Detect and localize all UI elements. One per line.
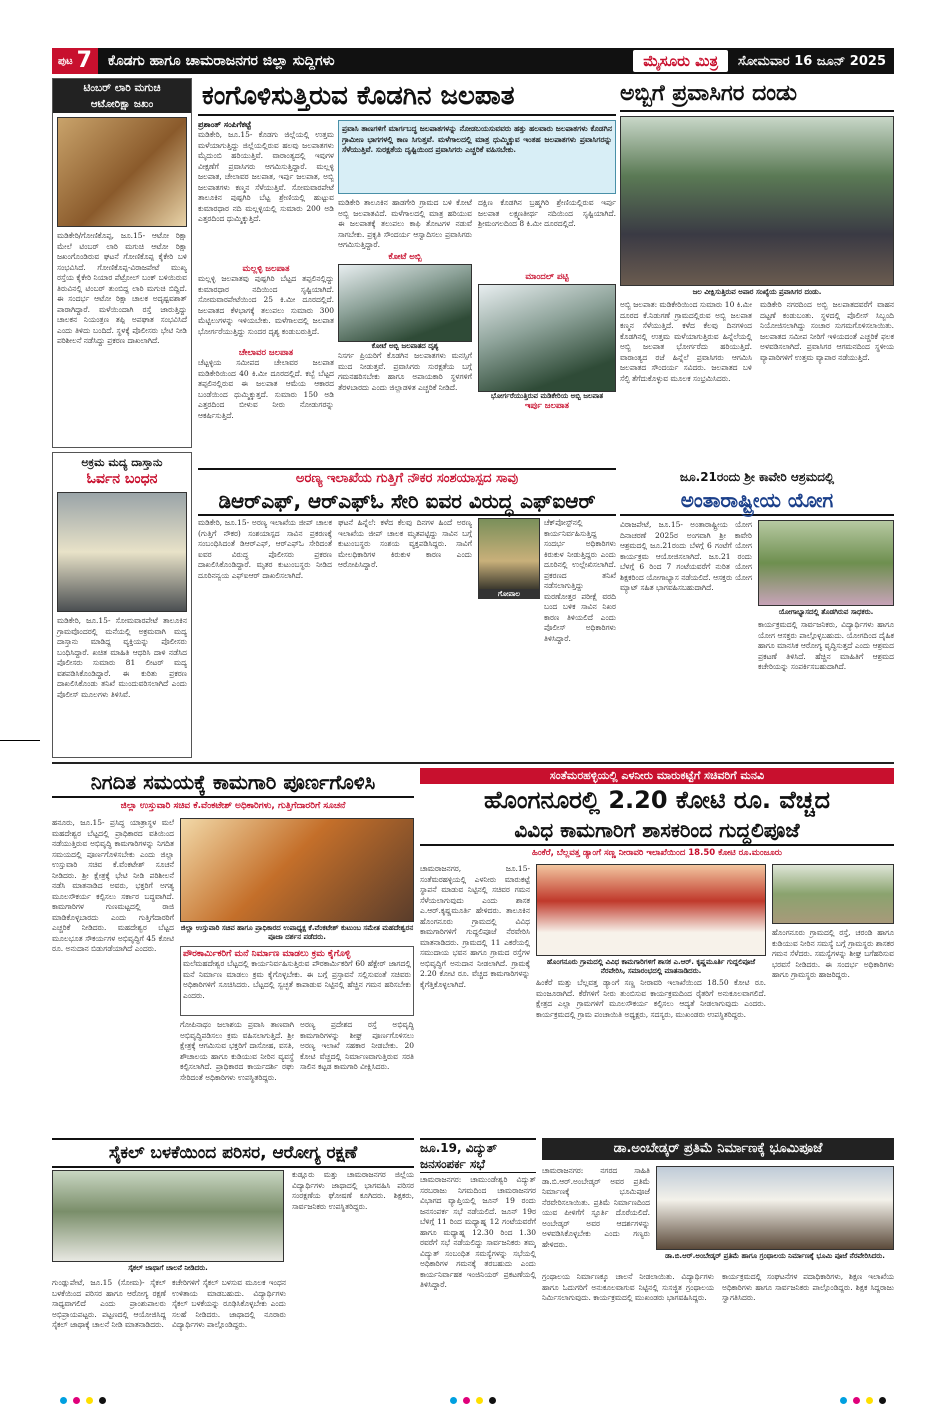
box-poura-text: ಮಲೆಮಹದೇಶ್ವರ ಬೆಟ್ಟದಲ್ಲಿ ಕಾರ್ಯನಿರ್ವಹಿಸುತ್ತಿರುವ ಪೌರಕಾರ್ಮಿಕರಿಗೆ 60 ಹೆಕ್ಟೇರ್ ಜಾಗದಲ್ಲಿ ಮನೆ ನಿರ್ಮಾಣ ಮಾಡಲು ಕ್ರಮ ಕೈಗೊಳ್ಳಬೇಕು. ಈ ಬಗ್ಗೆ ಪ್ರಸ್ತಾವನೆ ಸಲ್ಲಿಸುವಂತೆ ಸಚಿವರು ಅಧಿಕಾರಿಗಳಿಗೆ ಸೂಚಿಸಿದರು. ಬೆಟ್ಟದಲ್ಲಿ ಸ್ವಚ್ಛತೆ ಕಾಪಾಡುವ ನಿಟ್ಟಿನಲ್ಲಿ ಹೆಚ್ಚಿನ ಗಮನ ಹರಿಸಬೇಕು ಎಂದರು. — [183, 959, 411, 1000]
caption-abbi: ಜಲ ವೀಕ್ಷಿಸುತ್ತಿರುವ ಅಪಾರ ಸಂಖ್ಯೆಯ ಪ್ರವಾಸಿಗರ ದಂಡು. — [692, 288, 822, 296]
story-yoga — [620, 468, 894, 758]
photo-hongasanur-2 — [772, 864, 894, 924]
subhead-hongasanur: ಹಿಂಕೆರೆ, ಬೆಲ್ಲವತ್ತ ಡ್ಯಾಂಗೆ ಸಣ್ಣ ನೀರಾವರಿ ಇಲಾಖೆಯಿಂದ 18.50 ಕೋಟಿ ರೂ.ಮಂಜೂರು — [532, 848, 782, 858]
photo-koti-abbi — [338, 264, 472, 342]
story-lorry-body: ಮಡಿಕೇರಿ/ಗೋಣಿಕೊಪ್ಪ, ಜೂ.15- ಆಟೋ ರಿಕ್ಷಾ ಮೇಲೆ ಟಿಂಬರ್ ಲಾರಿ ಮಗುಚಿ ಆಟೋ ರಿಕ್ಷಾ ಜಖಂಗೊಂಡಿರುವ ಘಟನೆ ಗೋಣಿಕೊಪ್ಪ ಕೈಕೇರಿ ಬಳಿ ಸಂಭವಿಸಿದೆ. ಗೋಣಿಕೊಪ್ಪ-ವಿರಾಜಪೇಟೆ ಮುಖ್ಯ ರಸ್ತೆಯ ಕೈಕೇರಿ ನಿಯಾರ ಪೆಟ್ರೋಲ್ ಬಂಕ್ ಬಳಿಯಿರುವ ತಿರುವಿನಲ್ಲಿ ಟಿಂಬರ್ ತುಂಬಿದ್ದ ಲಾರಿ ಮಗುಚಿ ಬಿದ್ದಿದೆ. ಈ ಸಂದರ್ಭ ಆಟೋ ರಿಕ್ಷಾ ಚಾಲಕ ಅದೃಷ್ಟವಶಾತ್ ಪಾರಾಗಿದ್ದಾರೆ. ಮಳೆಯಿಂದಾಗಿ ರಸ್ತೆ ಜಾರುತ್ತಿದ್ದು ಚಾಲಕನ ನಿಯಂತ್ರಣ ತಪ್ಪಿ ಅಪಘಾತ ಸಂಭವಿಸಿದೆ ಎಂದು ತಿಳಿದು ಬಂದಿದೆ. ಸ್ಥಳಕ್ಕೆ ಪೊಲೀಸರು ಭೇಟಿ ನೀಡಿ ಪರಿಶೀಲನೆ ನಡೆಸಿದ್ದು ಪ್ರಕರಣ ದಾಖಲಾಗಿದೆ. — [57, 231, 187, 345]
power-body-text: ಚಾಮರಾಜನಗರ: ಚಾಮುಂಡೇಶ್ವರಿ ವಿದ್ಯುತ್ ಸರಬರಾಜು ನಿಗಮದಿಂದ ಚಾಮರಾಜನಗರ ವಿಭಾಗದ ವ್ಯಾಪ್ತಿಯಲ್ಲಿ ಜೂನ್ 19 ರಂದು ಜನಸಂಪರ್ಕ ಸಭೆ ನಡೆಯಲಿದೆ. ಜೂನ್ 19ರ ಬೆಳಿಗ್ಗೆ 11 ರಿಂದ ಮಧ್ಯಾಹ್ನ 12 ಗಂಟೆಯವರೆಗೆ ಹಾಗೂ ಮಧ್ಯಾಹ್ನ 12.30 ರಿಂದ 1.30 ರವರೆಗೆ ಸಭೆ ನಡೆಯಲಿದ್ದು ಸಾರ್ವಜನಿಕರು ತಮ್ಮ ವಿದ್ಯುತ್ ಸಂಬಂಧಿತ ಸಮಸ್ಯೆಗಳನ್ನು ಸಭೆಯಲ್ಲಿ ಅಧಿಕಾರಿಗಳ ಗಮನಕ್ಕೆ ತರಬಹುದು ಎಂದು ಕಾರ್ಯನಿರ್ವಾಹಕ ಇಂಜಿನಿಯರ್ ಪ್ರಕಟಣೆಯಲ್ಲಿ ತಿಳಿಸಿದ್ದಾರೆ. — [420, 1175, 536, 1289]
deadline-col2-text: ಗೋಪಿನಾಥಂ ಜಲಾಶಯ ಪ್ರವಾಸಿ ತಾಣವಾಗಿ ಅಭಿವೃದ್ಧಿಪಡಿಸಲು ಕ್ರಮ ವಹಿಸಲಾಗುತ್ತಿದೆ. ಶ್ರೀ ಕ್ಷೇತ್ರಕ್ಕೆ ಆಗಮಿಸುವ ಭಕ್ತರಿಗೆ ದಾಸೋಹ, ವಸತಿ, ಶೌಚಾಲಯ ಹಾಗೂ ಕುಡಿಯುವ ನೀರಿನ ವ್ಯವಸ್ಥೆ ಕಲ್ಪಿಸಲಾಗಿದೆ. ಪ್ರಾಧಿಕಾರದ ಕಾರ್ಯದರ್ಶಿ ರಘು ಸೇರಿದಂತೆ ಅಧಿಕಾರಿಗಳು ಉಪಸ್ಥಿತರಿದ್ದರು. — [180, 1020, 294, 1082]
abbi-col1-text: ಅಬ್ಬಿ ಜಲಪಾತ: ಮಡಿಕೇರಿಯಿಂದ ಸುಮಾರು 10 ಕಿ.ಮೀ ದೂರದ ಕೆ.ನಿಡುಗಣೆ ಗ್ರಾಮದಲ್ಲಿರುವ ಅಬ್ಬಿ ಜಲಪಾತ ಕಣ್ಮನ ಸೆಳೆಯುತ್ತಿದೆ. ಕಳೆದ ಕೆಲವು ದಿನಗಳಿಂದ ಕೊಡಗಿನಲ್ಲಿ ಉತ್ತಮ ಮಳೆಯಾಗುತ್ತಿರುವ ಹಿನ್ನೆಲೆಯಲ್ಲಿ ಅಬ್ಬಿ ಜಲಪಾತ ಭೋರ್ಗರೆದು ಹರಿಯುತ್ತಿದೆ. ವಾರಾಂತ್ಯದ ರಜೆ ಹಿನ್ನೆಲೆ ಪ್ರವಾಸಿಗರು ಆಗಮಿಸಿ ಜಲಪಾತದ ಸೌಂದರ್ಯ ಸವಿದರು. ಜಲಪಾತದ ಬಳಿ ಸೆಲ್ಫಿ ತೆಗೆದುಕೊಳ್ಳುವ ಮೂಲಕ ಸಂಭ್ರಮಿಸಿದರು. — [620, 300, 752, 383]
photo-deadline-pooja — [180, 818, 414, 922]
newspaper-page — [52, 48, 894, 1378]
forest-col1-text: ಮಡಿಕೇರಿ, ಜೂ.15- ಅರಣ್ಯ ಇಲಾಖೆಯ ಜೀಪ್ ಚಾಲಕ (ಗುತ್ತಿಗೆ ನೌಕರ) ಸಂಶಯಾಸ್ಪದ ಸಾವಿನ ಪ್ರಕರಣಕ್ಕೆ ಸಂಬಂಧಿಸಿದಂತೆ ಡಿಆರ್‌ಎಫ್, ಆರ್‌ಎಫ್‌ಓ ಸೇರಿದಂತೆ ಐವರ ವಿರುದ್ಧ ಪೊಲೀಸರು ಪ್ರಕರಣ ದಾಖಲಿಸಿಕೊಂಡಿದ್ದಾರೆ. ಮೃತರ ಕುಟುಂಬಸ್ಥರು ನೀಡಿದ ದೂರಿನನ್ವಯ ಎಫ್‌ಐಆರ್ ದಾಖಲಿಸಲಾಗಿದೆ. — [198, 518, 332, 580]
headline-lorry-2: ಆಟೋರಿಕ್ಷಾ ಜಖಂ — [53, 97, 191, 113]
byline-waterfall: ಪ್ರಶಾಂತ್ ಸಂಪಿಗೆಕಟ್ಟೆ — [198, 120, 252, 129]
story-lorry — [52, 78, 192, 448]
cycle-col1-text: ಗುಂಡ್ಲುಪೇಟೆ, ಜೂ.15 (ಸೋಮ)- ಸೈಕಲ್ ಬಳಕೆಯಿಂದ ಪರಿಸರ ಹಾಗೂ ಆರೋಗ್ಯ ರಕ್ಷಣೆ ಸಾಧ್ಯವಾಗಲಿದೆ ಎಂದು ಪ್ರಾಂಶುಪಾಲರು ಅಭಿಪ್ರಾಯಪಟ್ಟರು. ಪಟ್ಟಣದಲ್ಲಿ ಆಯೋಜಿಸಿದ್ದ ಸೈಕಲ್ ಜಾಥಾಕ್ಕೆ ಚಾಲನೆ ನೀಡಿ ಮಾತನಾಡಿದರು. — [52, 1278, 166, 1329]
subhead-deadline: ಜಿಲ್ಲಾ ಉಸ್ತುವಾರಿ ಸಚಿವ ಕೆ.ವೆಂಕಟೇಶ್ ಅಧಿಕಾರಿಗಳು, ಗುತ್ತಿಗೆದಾರರಿಗೆ ಸೂಚನೆ — [120, 801, 346, 811]
caption-deadline: ಜಿಲ್ಲಾ ಉಸ್ತುವಾರಿ ಸಚಿವ ಹಾಗೂ ಪ್ರಾಧಿಕಾರದ ಉಪಾಧ್ಯಕ್ಷ ಕೆ.ವೆಂಕಟೇಶ್ ಕುಟುಂಬ ಸಮೇತ ಮಹದೇಶ್ವರನ ಪೂಜಾ ದರ್ಶನ ಪಡೆದರು. — [180, 924, 414, 941]
headline-lorry-1: ಟಿಂಬರ್ ಲಾರಿ ಮಗುಚಿ — [53, 79, 191, 97]
waterfall-col2-text: ಮಲ್ಲಳ್ಳಿ ಜಲಪಾತವು ಪುಷ್ಪಗಿರಿ ಬೆಟ್ಟದ ತಪ್ಪಲಿನಲ್ಲಿದ್ದು ಕುಮಾರಧಾರ ನದಿಯಿಂದ ಸೃಷ್ಟಿಯಾಗಿದೆ. ಸೋಮವಾರಪೇಟೆಯಿಂದ 25 ಕಿ.ಮೀ ದೂರದಲ್ಲಿದೆ. ಜಲಪಾತದ ಕೆಳಭಾಗಕ್ಕೆ ತಲುಪಲು ಸುಮಾರು 300 ಮೆಟ್ಟಿಲುಗಳನ್ನು ಇಳಿಯಬೇಕು. ಮಳೆಗಾಲದಲ್ಲಿ ಜಲಪಾತ ಭೋರ್ಗರೆಯುತ್ತಿದ್ದು ಸುಂದರ ದೃಶ್ಯ ಕಂಡುಬರುತ್ತಿದೆ. — [198, 274, 334, 336]
waterfall-info-box — [338, 120, 616, 194]
subhead-mallalli: ಮಲ್ಲಳ್ಳಿ ಜಲಪಾತ — [242, 264, 290, 274]
kicker-hongasanur: ಸಂತೆಮರಹಳ್ಳಿಯಲ್ಲಿ ಎಳನೀರು ಮಾರುಕಟ್ಟೆಗೆ ಸಚಿವರಿಗೆ ಮನವಿ — [420, 768, 894, 784]
caption-cycle: ಸೈಕಲ್ ಜಾಥಾಗೆ ಚಾಲನೆ ನೀಡಿದರು. — [128, 1264, 208, 1272]
color-bar-center — [450, 1397, 496, 1404]
headline-arrest-1: ಅಕ್ರಮ ಮದ್ಯ ದಾಸ್ತಾನು — [53, 453, 191, 470]
photo-cycle-rally — [52, 1170, 284, 1262]
caption-hongasanur: ಹೊಂಗನೂರು ಗ್ರಾಮದಲ್ಲಿ ವಿವಿಧ ಕಾಮಗಾರಿಗಳಿಗೆ ಶಾಸಕ ಎ.ಆರ್. ಕೃಷ್ಣಮೂರ್ತಿ ಗುದ್ದಲಿಪೂಜೆ ನೆರವೇರಿಸಿ, ಸಮಾರಂಭದಲ್ಲಿ ಮಾತನಾಡಿದರು. — [546, 958, 756, 975]
subhead-chelavara: ಚೇಲಾವರ ಜಲಪಾತ — [238, 348, 294, 358]
waterfall-col3-text: ಚೆಟ್ಟಳ್ಳಿಯ ಸಮೀಪದ ಚೇಲಾವರ ಜಲಪಾತ ಮಡಿಕೇರಿಯಿಂದ 40 ಕಿ.ಮೀ ದೂರದಲ್ಲಿದೆ. ಕಬ್ಬೆ ಬೆಟ್ಟದ ತಪ್ಪಲಿನಲ್ಲಿರುವ ಈ ಜಲಪಾತ ಆಮೆಯ ಆಕಾರದ ಬಂಡೆಯಿಂದ ಧುಮ್ಮಿಕ್ಕುತ್ತದೆ. ಸುಮಾರು 150 ಅಡಿ ಎತ್ತರದಿಂದ ಬೀಳುವ ನೀರು ನೋಡುಗರನ್ನು ಆಕರ್ಷಿಸುತ್ತಿದೆ. — [198, 358, 334, 420]
subhead-mandal: ಮಾಂದಲ್ ಪಟ್ಟಿ — [525, 272, 569, 282]
hongasanur-col2-text: ಹಿಂಕೆರೆ ಮತ್ತು ಬೆಲ್ಲವತ್ತ ಡ್ಯಾಂಗೆ ಸಣ್ಣ ನೀರಾವರಿ ಇಲಾಖೆಯಿಂದ 18.50 ಕೋಟಿ ರೂ. ಮಂಜೂರಾಗಿದೆ. ಕೆರೆಗಳಿಗೆ ನೀರು ತುಂಬಿಸುವ ಕಾರ್ಯಕ್ರಮದಿಂದ ರೈತರಿಗೆ ಅನುಕೂಲವಾಗಲಿದೆ. ಕ್ಷೇತ್ರದ ಎಲ್ಲಾ ಗ್ರಾಮಗಳಿಗೆ ಮೂಲಸೌಕರ್ಯ ಕಲ್ಪಿಸಲು ಆದ್ಯತೆ ನೀಡಲಾಗುವುದು ಎಂದರು. ಕಾರ್ಯಕ್ರಮದಲ್ಲಿ ಗ್ರಾಮ ಪಂಚಾಯಿತಿ ಅಧ್ಯಕ್ಷರು, ಸದಸ್ಯರು, ಮುಖಂಡರು ಉಪಸ್ಥಿತರಿದ್ದರು. — [536, 978, 766, 1019]
forest-col2-text: ಘಟನೆ ಹಿನ್ನೆಲೆ: ಕಳೆದ ಕೆಲವು ದಿನಗಳ ಹಿಂದೆ ಅರಣ್ಯ ಇಲಾಖೆಯ ಜೀಪ್ ಚಾಲಕ ಮೃತಪಟ್ಟಿದ್ದು ಸಾವಿನ ಬಗ್ಗೆ ಕುಟುಂಬಸ್ಥರು ಸಂಶಯ ವ್ಯಕ್ತಪಡಿಸಿದ್ದರು. ಸಾವಿಗೆ ಮೇಲಧಿಕಾರಿಗಳ ಕಿರುಕುಳ ಕಾರಣ ಎಂದು ಆರೋಪಿಸಿದ್ದಾರೆ. — [338, 518, 472, 569]
hongasanur-col1-text: ಚಾಮರಾಜನಗರ, ಜೂ.15- ಸಂತೆಮರಹಳ್ಳಿಯಲ್ಲಿ ಎಳನೀರು ಮಾರುಕಟ್ಟೆ ಸ್ಥಾಪನೆ ಮಾಡುವ ನಿಟ್ಟಿನಲ್ಲಿ ಸಚಿವರ ಗಮನ ಸೆಳೆಯಲಾಗುವುದು ಎಂದು ಶಾಸಕ ಎ.ಆರ್.ಕೃಷ್ಣಮೂರ್ತಿ ಹೇಳಿದರು. ತಾಲೂಕಿನ ಹೊಂಗನೂರು ಗ್ರಾಮದಲ್ಲಿ ವಿವಿಧ ಕಾಮಗಾರಿಗಳಿಗೆ ಗುದ್ದಲಿಪೂಜೆ ನೆರವೇರಿಸಿ ಮಾತನಾಡಿದರು. ಗ್ರಾಮದಲ್ಲಿ 11 ಎಕರೆಯಲ್ಲಿ ಸಮುದಾಯ ಭವನ ಹಾಗೂ ಗ್ರಾಮದ ರಸ್ತೆಗಳ ಅಭಿವೃದ್ಧಿಗೆ ಅನುದಾನ ನೀಡಲಾಗಿದೆ. ಗ್ರಾಮಕ್ಕೆ 2.20 ಕೋಟಿ ರೂ. ವೆಚ್ಚದ ಕಾಮಗಾರಿಗಳನ್ನು ಕೈಗೆತ್ತಿಕೊಳ್ಳಲಾಗಿದೆ. — [420, 864, 530, 989]
yoga-col1-text: ವಿರಾಜಪೇಟೆ, ಜೂ.15- ಅಂತಾರಾಷ್ಟ್ರೀಯ ಯೋಗ ದಿನಾಚರಣೆ 2025ರ ಅಂಗವಾಗಿ ಶ್ರೀ ಕಾವೇರಿ ಆಶ್ರಮದಲ್ಲಿ ಜೂ.21ರಂದು ಬೆಳಗ್ಗೆ 6 ಗಂಟೆಗೆ ಯೋಗ ಕಾರ್ಯಕ್ರಮ ಆಯೋಜಿಸಲಾಗಿದೆ. ಜೂ.21 ರಂದು ಬೆಳಗ್ಗೆ 6 ರಿಂದ 7 ಗಂಟೆಯವರೆಗೆ ನುರಿತ ಯೋಗ ಶಿಕ್ಷಕರಿಂದ ಯೋಗಾಭ್ಯಾಸ ನಡೆಯಲಿದೆ. ಆಸಕ್ತರು ಯೋಗ ಮ್ಯಾಟ್ ಸಹಿತ ಭಾಗವಹಿಸಬಹುದಾಗಿದೆ. — [620, 520, 752, 592]
ambedkar-col3-text: ಕಾರ್ಯಕ್ರಮದಲ್ಲಿ ಸಂಘಟನೆಗಳ ಪದಾಧಿಕಾರಿಗಳು, ಶಿಕ್ಷಣ ಇಲಾಖೆಯ ಅಧಿಕಾರಿಗಳು ಹಾಗೂ ಸಾರ್ವಜನಿಕರು ಪಾಲ್ಗೊಂಡಿದ್ದರು. ಶಿಕ್ಷಕ ಸಿದ್ದರಾಜು ಸ್ವಾಗತಿಸಿದರು. — [722, 1272, 894, 1302]
story-forest — [198, 468, 616, 758]
story-power — [420, 1138, 536, 1376]
photo-abbi-crowd — [620, 116, 894, 286]
photo-ambedkar — [656, 1166, 894, 1250]
waterfall-col-2 — [338, 198, 472, 445]
newspaper-logo: ಮೈಸೂರು ಮಿತ್ರ — [633, 50, 728, 72]
headline-forest-1: ಅರಣ್ಯ ಇಲಾಖೆಯ ಗುತ್ತಿಗೆ ನೌಕರ ಸಂಶಯಾಸ್ಪದ ಸಾವು — [198, 468, 616, 488]
headline-power-1: ಜೂ.19, ವಿದ್ಯುತ್ — [420, 1138, 536, 1156]
waterfall-col4-text: ಮಡಿಕೇರಿ ತಾಲೂಕಿನ ಹಾಡಗೇರಿ ಗ್ರಾಮದ ಬಳಿ ಕೋಟೆ ಅಬ್ಬಿ ಜಲಪಾತವಿದೆ. ಮಳೆಗಾಲದಲ್ಲಿ ಮಾತ್ರ ಹರಿಯುವ ಈ ಜಲಪಾತಕ್ಕೆ ತಲುಪಲು ಕಾಫಿ ತೋಟಗಳ ನಡುವೆ ಸಾಗಬೇಕು. ಪ್ರಕೃತಿ ಸೌಂದರ್ಯ ಆಸ್ವಾದಿಸಲು ಪ್ರವಾಸಿಗರು ಆಗಮಿಸುತ್ತಿದ್ದಾರೆ. — [338, 198, 472, 249]
section-title: ಕೊಡಗು ಹಾಗೂ ಚಾಮರಾಜನಗರ ಜಿಲ್ಲಾ ಸುದ್ದಿಗಳು — [107, 53, 335, 69]
story-deadline — [52, 768, 414, 1132]
headline-waterfall: ಕಂಗೊಳಿಸುತ್ತಿರುವ ಕೊಡಗಿನ ಜಲಪಾತ — [198, 78, 616, 116]
hongasanur-col3-text: ಹೊಂಗನೂರು ಗ್ರಾಮದಲ್ಲಿ ರಸ್ತೆ, ಚರಂಡಿ ಹಾಗೂ ಕುಡಿಯುವ ನೀರಿನ ಸಮಸ್ಯೆ ಬಗ್ಗೆ ಗ್ರಾಮಸ್ಥರು ಶಾಸಕರ ಗಮನ ಸೆಳೆದರು. ಸಮಸ್ಯೆಗಳನ್ನು ಶೀಘ್ರ ಬಗೆಹರಿಸುವ ಭರವಸೆ ನೀಡಿದರು. ಈ ಸಂದರ್ಭ ಅಧಿಕಾರಿಗಳು ಹಾಗೂ ಗ್ರಾಮಸ್ಥರು ಹಾಜರಿದ್ದರು. — [772, 928, 894, 979]
kicker-yoga: ಜೂ.21ರಂದು ಶ್ರೀ ಕಾವೇರಿ ಆಶ್ರಮದಲ್ಲಿ — [620, 468, 894, 486]
deadline-col1-text: ಹನೂರು, ಜೂ.15- ಪ್ರಸಿದ್ಧ ಯಾತ್ರಾಸ್ಥಳ ಮಲೆ ಮಹದೇಶ್ವರ ಬೆಟ್ಟದಲ್ಲಿ ಪ್ರಾಧಿಕಾರದ ವತಿಯಿಂದ ನಡೆಯುತ್ತಿರುವ ಅಭಿವೃದ್ಧಿ ಕಾಮಗಾರಿಗಳನ್ನು ನಿಗದಿತ ಸಮಯದಲ್ಲಿ ಪೂರ್ಣಗೊಳಿಸಬೇಕು ಎಂದು ಜಿಲ್ಲಾ ಉಸ್ತುವಾರಿ ಸಚಿವ ಕೆ.ವೆಂಕಟೇಶ್ ಸೂಚನೆ ನೀಡಿದರು. ಶ್ರೀ ಕ್ಷೇತ್ರಕ್ಕೆ ಭೇಟಿ ನೀಡಿ ಪರಿಶೀಲನೆ ನಡೆಸಿ ಮಾತನಾಡಿದ ಅವರು, ಭಕ್ತರಿಗೆ ಅಗತ್ಯ ಮೂಲಸೌಕರ್ಯ ಕಲ್ಪಿಸಲು ಸರ್ಕಾರ ಬದ್ಧವಾಗಿದೆ. ಕಾಮಗಾರಿಗಳ ಗುಣಮಟ್ಟದಲ್ಲಿ ರಾಜಿ ಮಾಡಿಕೊಳ್ಳಬಾರದು ಎಂದು ಗುತ್ತಿಗೆದಾರರಿಗೆ ಎಚ್ಚರಿಕೆ ನೀಡಿದರು. ಮಹದೇಶ್ವರ ಬೆಟ್ಟದ ಮೂಲಭೂತ ಸೌಕರ್ಯಗಳ ಅಭಿವೃದ್ಧಿಗೆ 45 ಕೋಟಿ ರೂ. ಅನುದಾನ ಬಿಡುಗಡೆಯಾಗಿದೆ ಎಂದರು. — [52, 818, 174, 953]
caption-koti-abbi: ಕೋಟೆ ಅಬ್ಬಿ ಜಲಪಾತದ ದೃಶ್ಯ — [371, 342, 439, 350]
photo-lorry-accident — [57, 117, 187, 227]
subhead-koti: ಕೋಟೆ ಅಬ್ಬಿ — [388, 252, 422, 262]
photo-gopala — [478, 518, 540, 590]
masthead — [52, 48, 894, 74]
page-number-tag — [52, 48, 98, 74]
horizontal-divider — [52, 762, 894, 764]
page-label: ಪುಟ — [58, 55, 73, 67]
photo-arrest — [57, 492, 187, 612]
photo-name-gopala: ಗೋಪಾಲ — [478, 590, 540, 599]
headline-abbi: ಅಬ್ಬಿಗೆ ಪ್ರವಾಸಿಗರ ದಂಡು — [620, 78, 894, 112]
story-arrest-body: ಮಡಿಕೇರಿ, ಜೂ.15- ಸೋಮವಾರಪೇಟೆ ತಾಲೂಕಿನ ಗ್ರಾಮವೊಂದರಲ್ಲಿ ಮನೆಯಲ್ಲಿ ಅಕ್ರಮವಾಗಿ ಮದ್ಯ ದಾಸ್ತಾನು ಮಾಡಿದ್ದ ವ್ಯಕ್ತಿಯನ್ನು ಪೊಲೀಸರು ಬಂಧಿಸಿದ್ದಾರೆ. ಖಚಿತ ಮಾಹಿತಿ ಆಧರಿಸಿ ದಾಳಿ ನಡೆಸಿದ ಪೊಲೀಸರು ಸುಮಾರು 81 ಲೀಟರ್ ಮದ್ಯ ವಶಪಡಿಸಿಕೊಂಡಿದ್ದಾರೆ. ಈ ಕುರಿತು ಪ್ರಕರಣ ದಾಖಲಿಸಿಕೊಂಡು ತನಿಖೆ ಮುಂದುವರಿಸಲಾಗಿದೆ ಎಂದು ಪೊಲೀಸ್ ಮೂಲಗಳು ತಿಳಿಸಿವೆ. — [57, 616, 187, 699]
cycle-col2-text: ಕಚೇರಿಗಳಿಗೆ ಸೈಕಲ್ ಬಳಸುವ ಮೂಲಕ ಇಂಧನ ಉಳಿತಾಯ ಮಾಡಬಹುದು. ವಿದ್ಯಾರ್ಥಿಗಳು ಸೈಕಲ್ ಬಳಕೆಯನ್ನು ರೂಢಿಸಿಕೊಳ್ಳಬೇಕು ಎಂದು ಸಲಹೆ ನೀಡಿದರು. ಜಾಥಾದಲ್ಲಿ ನೂರಾರು ವಿದ್ಯಾರ್ಥಿಗಳು ಪಾಲ್ಗೊಂಡಿದ್ದರು. — [172, 1278, 286, 1329]
story-ambedkar — [542, 1138, 894, 1376]
story-cycle — [52, 1138, 414, 1376]
headline-ambedkar: ಡಾ.ಅಂಬೇಡ್ಕರ್ ಪ್ರತಿಮೆ ನಿರ್ಮಾಣಕ್ಕೆ ಭೂಮಿಪೂಜೆ — [542, 1138, 894, 1160]
color-bar-left — [60, 1397, 106, 1404]
forest-col3-text: ಚೆಕ್‌ಪೋಸ್ಟ್‌ನಲ್ಲಿ ಕಾರ್ಯನಿರ್ವಹಿಸುತ್ತಿದ್ದ ಸಂದರ್ಭ ಅಧಿಕಾರಿಗಳು ಕಿರುಕುಳ ನೀಡುತ್ತಿದ್ದರು ಎಂದು ದೂರಿನಲ್ಲಿ ಉಲ್ಲೇಖಿಸಲಾಗಿದೆ. ಪ್ರಕರಣದ ತನಿಖೆ ನಡೆಸಲಾಗುತ್ತಿದ್ದು ಮರಣೋತ್ತರ ಪರೀಕ್ಷೆ ವರದಿ ಬಂದ ಬಳಿಕ ಸಾವಿನ ನಿಖರ ಕಾರಣ ತಿಳಿಯಲಿದೆ ಎಂದು ಪೊಲೀಸ್ ಅಧಿಕಾರಿಗಳು ತಿಳಿಸಿದ್ದಾರೆ. — [544, 518, 616, 643]
headline-hongasanur-2: ವಿವಿಧ ಕಾಮಗಾರಿಗೆ ಶಾಸಕರಿಂದ ಗುದ್ದಲಿಪೂಜೆ — [420, 816, 894, 846]
photo-hongasanur — [536, 864, 766, 956]
waterfall-col1-text: ಮಡಿಕೇರಿ, ಜೂ.15- ಕೊಡಗು ಜಿಲ್ಲೆಯಲ್ಲಿ ಉತ್ತಮ ಮಳೆಯಾಗುತ್ತಿದ್ದು ಜಿಲ್ಲೆಯಲ್ಲಿರುವ ಹಲವು ಜಲಪಾತಗಳು ಮೈದುಂಬಿ ಹರಿಯುತ್ತಿವೆ. ವಾರಾಂತ್ಯದಲ್ಲಿ ಇವುಗಳ ವೀಕ್ಷಣೆಗೆ ಪ್ರವಾಸಿಗರು ಆಗಮಿಸುತ್ತಿದ್ದಾರೆ. ಮಲ್ಲಳ್ಳಿ ಜಲಪಾತ, ಚೇಲಾವರ ಜಲಪಾತ, ಇರ್ಪು ಜಲಪಾತ, ಅಬ್ಬಿ ಜಲಪಾತಗಳು ಕಣ್ಮನ ಸೆಳೆಯುತ್ತಿವೆ. ಸೋಮವಾರಪೇಟೆ ತಾಲೂಕಿನ ಪುಷ್ಪಗಿರಿ ಬೆಟ್ಟ ಶ್ರೇಣಿಯಲ್ಲಿ ಹುಟ್ಟುವ ಕುಮಾರಧಾರ ನದಿ ಮಲ್ಲಳ್ಳಿಯಲ್ಲಿ ಸುಮಾರು 200 ಅಡಿ ಎತ್ತರದಿಂದ ಧುಮ್ಮಿಕ್ಕುತ್ತಿದೆ. — [198, 130, 334, 223]
deadline-col3-text: ಅರಣ್ಯ ಪ್ರದೇಶದ ರಸ್ತೆ ಅಭಿವೃದ್ಧಿ ಕಾಮಗಾರಿಗಳನ್ನು ಶೀಘ್ರ ಪೂರ್ಣಗೊಳಿಸಲು ಅರಣ್ಯ ಇಲಾಖೆ ಸಹಕಾರ ನೀಡಬೇಕು. 20 ಕೋಟಿ ವೆಚ್ಚದಲ್ಲಿ ನಿರ್ಮಾಣವಾಗುತ್ತಿರುವ ಸರತಿ ಸಾಲಿನ ಕಟ್ಟಡ ಕಾಮಗಾರಿ ವೀಕ್ಷಿಸಿದರು. — [300, 1020, 414, 1071]
waterfall-col5-text: ನಿಸರ್ಗ ಪ್ರಿಯರಿಗೆ ಕೊಡಗಿನ ಜಲಪಾತಗಳು ಮನಸ್ಸಿಗೆ ಮುದ ನೀಡುತ್ತವೆ. ಪ್ರವಾಸಿಗರು ಸುರಕ್ಷತೆಯ ಬಗ್ಗೆ ಗಮನಹರಿಸಬೇಕು ಹಾಗೂ ಅಪಾಯಕಾರಿ ಸ್ಥಳಗಳಿಗೆ ತೆರಳಬಾರದು ಎಂದು ಜಿಲ್ಲಾಡಳಿತ ಎಚ್ಚರಿಕೆ ನೀಡಿದೆ. — [338, 351, 472, 392]
yoga-col2-text: ಕಾರ್ಯಕ್ರಮದಲ್ಲಿ ಸಾರ್ವಜನಿಕರು, ವಿದ್ಯಾರ್ಥಿಗಳು ಹಾಗೂ ಯೋಗ ಆಸಕ್ತರು ಪಾಲ್ಗೊಳ್ಳಬಹುದು. ಯೋಗದಿಂದ ದೈಹಿಕ ಹಾಗೂ ಮಾನಸಿಕ ಆರೋಗ್ಯ ವೃದ್ಧಿಸುತ್ತದೆ ಎಂದು ಆಶ್ರಮದ ಪ್ರಕಟಣೆ ತಿಳಿಸಿದೆ. ಹೆಚ್ಚಿನ ಮಾಹಿತಿಗೆ ಆಶ್ರಮದ ಕಚೇರಿಯನ್ನು ಸಂಪರ್ಕಿಸಬಹುದಾಗಿದೆ. — [758, 620, 894, 671]
headline-yoga: ಅಂತಾರಾಷ್ಟ್ರೀಯ ಯೋಗ — [620, 486, 894, 516]
cycle-col3-text: ಕುಡ್ಲೂರು ಮತ್ತು ಚಾಮರಾಜನಗರ ಜಿಲ್ಲೆಯ ವಿದ್ಯಾರ್ಥಿಗಳು ಜಾಥಾದಲ್ಲಿ ಭಾಗವಹಿಸಿ ಪರಿಸರ ಸಂರಕ್ಷಣೆಯ ಘೋಷಣೆ ಕೂಗಿದರು. ಶಿಕ್ಷಕರು, ಸಾರ್ವಜನಿಕರು ಉಪಸ್ಥಿತರಿದ್ದರು. — [292, 1170, 414, 1211]
registration-mark — [0, 740, 40, 741]
color-bar-right — [840, 1397, 886, 1404]
caption-mandalpatti: ಭೋರ್ಗರೆಯುತ್ತಿರುವ ಮಡಿಕೇರಿಯ ಅಬ್ಬಿ ಜಲಪಾತ — [490, 392, 604, 400]
waterfall-info-text: ಪ್ರವಾಸಿ ತಾಣಗಳಿಗೆ ಮಾರ್ಗಬದ್ಧ ಜಲಪಾತಗಳನ್ನು ನೋಡಬಯಸುವವರು ಹತ್ತು ಹಲವಾರು ಜಲಪಾತಗಳು ಕೊಡಗಿನ ಗ್ರಾಮೀಣ ಭಾಗಗಳಲ್ಲಿ ಕಾಣ ಸಿಗುತ್ತವೆ. ಮಳೆಗಾಲದಲ್ಲಿ ಮಾತ್ರ ಧುಮ್ಮಿಕ್ಕುವ ಇಂತಹ ಜಲಪಾತಗಳು ಪ್ರವಾಸಿಗರನ್ನು ಸೆಳೆಯುತ್ತಿವೆ. ಸುರಕ್ಷತೆಯ ದೃಷ್ಟಿಯಿಂದ ಪ್ರವಾಸಿಗರು ಎಚ್ಚರಿಕೆ ವಹಿಸಬೇಕು. — [342, 124, 612, 154]
box-poura-karmika — [180, 946, 414, 1016]
photo-yoga — [758, 520, 894, 606]
story-hongasanur — [420, 768, 894, 1132]
waterfall-col6-text: ದಕ್ಷಿಣ ಕೊಡಗಿನ ಬ್ರಹ್ಮಗಿರಿ ಶ್ರೇಣಿಯಲ್ಲಿರುವ ಇರ್ಪು ಜಲಪಾತ ಲಕ್ಷ್ಮಣತೀರ್ಥ ನದಿಯಿಂದ ಸೃಷ್ಟಿಯಾಗಿದೆ. ಶ್ರೀಮಂಗಲದಿಂದ 8 ಕಿ.ಮೀ ದೂರದಲ್ಲಿದೆ. — [478, 198, 616, 228]
page-number: 7 — [76, 48, 92, 73]
subhead-irpu: ಇರ್ಪು ಜಲಪಾತ — [525, 401, 569, 411]
abbi-col2-text: ಮಡಿಕೇರಿ ನಗರದಿಂದ ಅಬ್ಬಿ ಜಲಪಾತದವರೆಗೆ ವಾಹನ ದಟ್ಟಣೆ ಕಂಡುಬಂತು. ಸ್ಥಳದಲ್ಲಿ ಪೊಲೀಸ್ ಸಿಬ್ಬಂದಿ ನಿಯೋಜಿಸಲಾಗಿದ್ದು ಸಂಚಾರ ಸುಗಮಗೊಳಿಸಲಾಯಿತು. ಜಲಪಾತದ ಸಮೀಪ ನೀರಿಗೆ ಇಳಿಯದಂತೆ ಎಚ್ಚರಿಕೆ ಫಲಕ ಅಳವಡಿಸಲಾಗಿದೆ. ಪ್ರವಾಸಿಗರ ಆಗಮನದಿಂದ ಸ್ಥಳೀಯ ವ್ಯಾಪಾರಿಗಳಿಗೆ ಉತ್ತಮ ವ್ಯಾಪಾರ ನಡೆಯುತ್ತಿದೆ. — [760, 300, 894, 362]
headline-deadline: ನಿಗದಿತ ಸಮಯಕ್ಕೆ ಕಾಮಗಾರಿ ಪೂರ್ಣಗೊಳಿಸಿ — [52, 768, 414, 798]
story-waterfall — [198, 78, 616, 466]
photo-mandalpatti — [478, 284, 616, 392]
edition-date: ಸೋಮವಾರ 16 ಜೂನ್ 2025 — [738, 53, 886, 69]
story-abbi — [620, 78, 894, 464]
headline-arrest-2: ಓರ್ವನ ಬಂಧನ — [86, 471, 158, 487]
headline-power-2: ಜನಸಂಪರ್ಕ ಸಭೆ — [420, 1156, 536, 1173]
headline-forest-2: ಡಿಆರ್‌ಎಫ್, ಆರ್‌ಎಫ್‌ಓ ಸೇರಿ ಐವರ ವಿರುದ್ಧ ಎಫ್‌ಐಆರ್ — [198, 488, 616, 516]
story-arrest — [52, 452, 192, 758]
headline-cycle: ಸೈಕಲ್ ಬಳಕೆಯಿಂದ ಪರಿಸರ, ಆರೋಗ್ಯ ರಕ್ಷಣೆ — [52, 1138, 414, 1168]
caption-yoga: ಯೋಗಾಭ್ಯಾಸದಲ್ಲಿ ತೊಡಗಿರುವ ಸಾಧಕರು. — [778, 608, 874, 616]
ambedkar-col2-text: ಗ್ರಂಥಾಲಯ ನಿರ್ಮಾಣಕ್ಕೂ ಚಾಲನೆ ನೀಡಲಾಯಿತು. ವಿದ್ಯಾರ್ಥಿಗಳು ಹಾಗೂ ಓದುಗರಿಗೆ ಅನುಕೂಲವಾಗುವ ನಿಟ್ಟಿನಲ್ಲಿ ಸುಸಜ್ಜಿತ ಗ್ರಂಥಾಲಯ ನಿರ್ಮಿಸಲಾಗುವುದು. ಕಾರ್ಯಕ್ರಮದಲ್ಲಿ ಮುಖಂಡರು ಭಾಗವಹಿಸಿದ್ದರು. — [542, 1272, 714, 1302]
ambedkar-col1-text: ಚಾಮರಾಜನಗರ: ನಗರದ ಸಾಹಿತಿ ಡಾ.ಬಿ.ಆರ್.ಅಂಬೇಡ್ಕರ್ ಅವರ ಪ್ರತಿಮೆ ನಿರ್ಮಾಣಕ್ಕೆ ಭೂಮಿಪೂಜೆ ನೆರವೇರಿಸಲಾಯಿತು. ಪ್ರತಿಮೆ ನಿರ್ಮಾಣದಿಂದ ಯುವ ಪೀಳಿಗೆಗೆ ಸ್ಫೂರ್ತಿ ದೊರೆಯಲಿದೆ. ಅಂಬೇಡ್ಕರ್ ಅವರ ಆದರ್ಶಗಳನ್ನು ಅಳವಡಿಸಿಕೊಳ್ಳಬೇಕು ಎಂದು ಗಣ್ಯರು ಹೇಳಿದರು. — [542, 1166, 650, 1249]
box-poura-headline: ಪೌರಕಾರ್ಮಿಕರಿಗೆ ಮನೆ ನಿರ್ಮಾಣ ಮಾಡಲು ಕ್ರಮ ಕೈಗೊಳ್ಳಿ — [183, 949, 351, 959]
waterfall-col-1 — [198, 120, 334, 442]
headline-hongasanur-1: ಹೊಂಗನೂರಲ್ಲಿ 2.20 ಕೋಟಿ ರೂ. ವೆಚ್ಚದ — [420, 784, 894, 816]
caption-ambedkar: ಡಾ.ಬಿ.ಆರ್.ಅಂಬೇಡ್ಕರ್ ಪ್ರತಿಮೆ ಹಾಗೂ ಗ್ರಂಥಾಲಯ ನಿರ್ಮಾಣಕ್ಕೆ ಭೂಮಿ ಪೂಜೆ ನೆರವೇರಿಸಿದರು. — [665, 1252, 885, 1260]
waterfall-col-3 — [478, 198, 616, 411]
